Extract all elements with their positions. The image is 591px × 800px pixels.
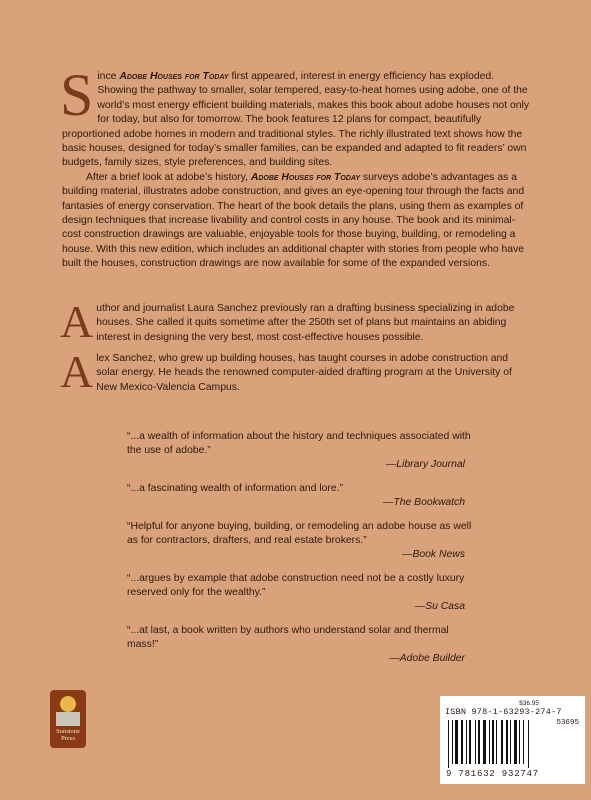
barcode-bar <box>523 720 524 764</box>
house-icon <box>56 712 80 726</box>
publisher-name: Sunstone Press <box>56 728 80 742</box>
drop-cap-a: A <box>60 296 94 347</box>
price-label: $36.95 <box>519 700 539 707</box>
barcode-bar <box>448 720 449 768</box>
review-source: —Adobe Builder <box>389 653 465 664</box>
review-quote: “...argues by example that adobe construction need not be a costly luxury reserved only for the wealthy.” <box>127 573 465 598</box>
barcode-bars <box>448 720 578 768</box>
review <box>127 482 477 510</box>
review-quote: “...a wealth of information about the history and techniques associated with the use of adobe.” <box>127 431 471 456</box>
author-bio-alex: A lex Sanchez, who grew up building houses, has taught courses in adobe construction and solar energy. He heads the renowned computer-aided drafting program at the University of New Mexico-Valencia Campus. <box>60 346 512 397</box>
author-bio-laura: A uthor and journalist Laura Sanchez previously ran a drafting business specializing in adobe houses. She called it quits sometime after the 250th set of plans but maintains an abiding interest in designing the very best, most cost-effective houses possible. <box>60 296 515 347</box>
barcode-bar <box>506 720 508 764</box>
book-description <box>60 62 532 272</box>
barcode-bar <box>469 720 471 764</box>
barcode-bar <box>455 720 458 764</box>
review-source: —Library Journal <box>385 459 465 470</box>
description-paragraph-2: After a brief look at adobe’s history, Adobe Houses for Today surveys adobe’s advantages as a building material, illustrates adobe construction, and gives an eye-opening tour through the facts and fantasies of energy conservation. The heart of the book details the plans, using them as examples of design techniques that increase livability and control costs in any house. The book and its minimal-cost construction drawings are valuable, enjoyable tools for those buying, building, or remodeling a house. With this new edition, which includes an additional chapter with stories from people who have built the houses, construction drawings are now available for some of the expanded versions. <box>62 171 525 270</box>
barcode-bar <box>519 720 520 764</box>
publisher-logo <box>50 690 86 748</box>
isbn-text: ISBN 978-1-63293-274-7 <box>445 707 562 717</box>
drop-cap-s: S <box>60 62 94 128</box>
sun-icon <box>60 696 76 712</box>
barcode-bar <box>478 720 480 764</box>
barcode-bar <box>528 720 529 768</box>
barcode-bar <box>475 720 476 764</box>
review <box>127 572 477 614</box>
description-paragraph-1: S ince Adobe Houses for Today first appeared, interest in energy efficiency has exploded. Showing the pathway to smaller, solar tempered, easy-to-heat homes using adobe, one of the world’s most energy efficient building materials, makes this book about adobe houses not only for today, but also for tomorrow. The book features 12 plans for compact, beautifully proportioned adobe homes in modern and traditional styles. The richly illustrated text shows how the basic houses, designed for today’s smaller families, can be expanded and adapted to fit readers’ own budgets, family sizes, style preferences, and building sites. <box>60 62 530 169</box>
review-source: —Book News <box>402 549 465 560</box>
barcode-digits: 9 781632 932747 <box>446 769 540 779</box>
review <box>127 624 477 666</box>
barcode-bar <box>501 720 503 764</box>
review-quote: “Helpful for anyone buying, building, or remodeling an adobe house as well as for contractors, drafters, and real estate brokers.” <box>127 521 472 546</box>
barcode-bar <box>496 720 497 764</box>
price-addon-code: 53695 <box>556 719 579 727</box>
review-source: —Su Casa <box>414 601 465 612</box>
barcode-bar <box>514 720 517 764</box>
barcode-bar <box>510 720 511 764</box>
book-title-inline: Adobe Houses for Today <box>250 171 361 183</box>
isbn-barcode <box>440 696 585 784</box>
barcode-bar <box>492 720 494 764</box>
review <box>127 430 477 472</box>
barcode-bar <box>452 720 453 764</box>
review-quote: “...a fascinating wealth of information and lore.” <box>127 483 344 494</box>
review-source: —The Bookwatch <box>382 497 465 508</box>
book-title-inline: Adobe Houses for Today <box>119 71 229 82</box>
barcode-bar <box>466 720 467 764</box>
barcode-bar <box>483 720 486 764</box>
review <box>127 520 477 562</box>
barcode-bar <box>489 720 490 764</box>
barcode-bar <box>461 720 463 764</box>
review-quotes <box>127 430 477 676</box>
review-quote: “...at last, a book written by authors who understand solar and thermal mass!” <box>127 625 449 650</box>
drop-cap-a: A <box>60 346 94 397</box>
